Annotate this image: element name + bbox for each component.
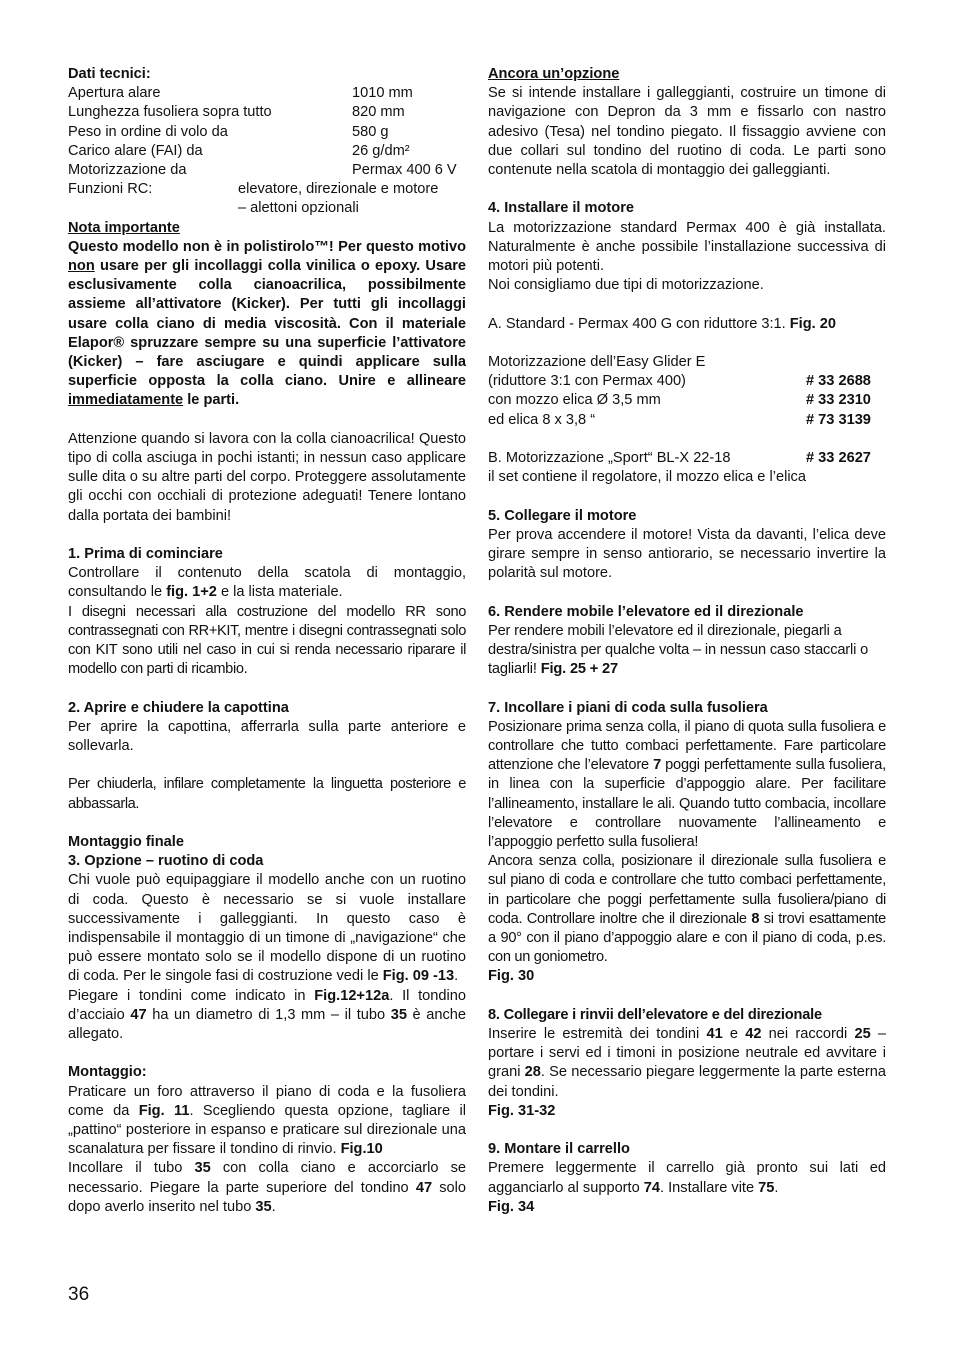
s9-heading: 9. Montare il carrello bbox=[488, 1141, 630, 1158]
s2-text: Per aprire la capottina, afferrarla sulla parte anteriore e sollevarla. bbox=[68, 718, 466, 754]
motor-row-b: B. Motorizzazione „Sport“ BL-X 22-18 # 33 2627 bbox=[488, 449, 871, 466]
s9-fig: Fig. 34 bbox=[488, 1198, 535, 1215]
s7-text: Posizionare prima senza colla, il piano di quota sulla fusoliera e controllare che tutto combaci perfettamente. Fare particolare attenzione che l’elevatore 7 poggi perfettamente sulla fusoliera, in linea con la superficie d’appoggio alare. Per facilitare l’allineamento, installare le ali. Quando tutto combacia, incollare l’elevatore e controllare nuovamente l’allineamento e l’appoggio perfetto sulla fusoliera! bbox=[488, 718, 886, 850]
left-column bbox=[68, 65, 466, 1217]
motor-row: (riduttore 3:1 con Permax 400) # 33 2688 bbox=[488, 373, 871, 390]
page-number: 36 bbox=[68, 1284, 90, 1305]
s6-text: Per rendere mobili l’elevatore ed il direzionale, piegarli a destra/sinistra per qualche volta – in nessun caso staccarli o tagliarli! Fig. 25 + 27 bbox=[488, 622, 869, 678]
montaggio-heading: Montaggio: bbox=[68, 1064, 147, 1081]
s2-heading: 2. Aprire e chiudere la capottina bbox=[68, 699, 289, 716]
s5-heading: 5. Collegare il motore bbox=[488, 507, 637, 524]
s7-heading: 7. Incollare i piani di coda sulla fusoliera bbox=[488, 699, 768, 716]
s4-heading: 4. Installare il motore bbox=[488, 200, 634, 217]
s8-fig: Fig. 31-32 bbox=[488, 1102, 556, 1119]
montaggio-text-2: Incollare il tubo 35 con colla ciano e accorciarlo se necessario. Piegare la parte superiore del tondino 47 solo dopo averlo inserito nel tubo 35. bbox=[68, 1160, 466, 1215]
s4-option-b-text: il set contiene il regolatore, il mozzo elica e l’elica bbox=[488, 469, 806, 486]
s7-text-2: Ancora senza colla, posizionare il direzionale sulla fusoliera e sul piano di coda e controllare che tutto combaci perfettamente, in particolare che poggi perfettamente sulla fusoliera/piano di coda. Controllare inoltre che il direzionale 8 si trovi esattamente a 90° con il piano d’appoggio alare e con il piano di coda, p.es. con un goniometro. bbox=[488, 853, 886, 966]
tech-heading: Dati tecnici: bbox=[68, 66, 151, 82]
s4-text-2: Noi consigliamo due tipi di motorizzazione. bbox=[488, 277, 764, 294]
s4-easy-glider: Motorizzazione dell’Easy Glider E bbox=[488, 354, 706, 370]
s2-text-2: Per chiuderla, infilare completamente la linguetta posteriore e abbassarla. bbox=[68, 776, 466, 812]
s3-text-2: Piegare i tondini come indicato in Fig.12+12a. Il tondino d’acciaio 47 ha un diametro di 1,3 mm – il tubo 35 è anche allegato. bbox=[68, 987, 466, 1042]
s3-heading-a: Montaggio finale bbox=[68, 833, 184, 850]
s6-heading: 6. Rendere mobile l’elevatore ed il direzionale bbox=[488, 603, 804, 620]
s9-text: Premere leggermente il carrello già pronto sui lati ed agganciarlo al supporto 74. Installare vite 75. bbox=[488, 1160, 886, 1196]
s4-option-a: A. Standard - Permax 400 G con riduttore 3:1. Fig. 20 bbox=[488, 315, 836, 332]
tech-row: Carico alare (FAI) da 26 g/dm² bbox=[68, 142, 410, 159]
s3-heading-b: 3. Opzione – ruotino di coda bbox=[68, 853, 264, 870]
tech-row: Apertura alare 1010 mm bbox=[68, 85, 413, 102]
motor-row: ed elica 8 x 3,8 “ # 73 3139 bbox=[488, 411, 871, 428]
attenzione-text: Attenzione quando si lavora con la colla cianoacrilica! Questo tipo di colla asciuga in pochi istanti; in nessun caso applicare sulle dita o su altre parti del corpo. Proteggere assolutamente gli occhi con occhiali di protezione adeguati! Tenere lontano dalla portata dei bambini! bbox=[68, 430, 466, 524]
s5-text: Per prova accendere il motore! Vista da davanti, l’elica deve girare sempre in senso antiorario, se necessario invertire la polarità sul motore. bbox=[488, 526, 886, 582]
nota-heading: Nota importante bbox=[68, 219, 180, 236]
tech-row: Peso in ordine di volo da 580 g bbox=[68, 123, 389, 140]
right-column bbox=[488, 65, 886, 1217]
s8-heading: 8. Collegare i rinvii dell’elevatore e del direzionale bbox=[488, 1006, 822, 1023]
s7-fig: Fig. 30 bbox=[488, 968, 535, 985]
ancora-text: Se si intende installare i galleggianti, costruire un timone di navigazione con Depron da 3 mm e fissarlo con nastro adesivo (Tesa) nel tondino piegato. Il fissaggio avviene con due collari sul tondino del ruotino di coda. Le parti sono contenute nella scatola di montaggio dei galleggianti. bbox=[488, 85, 886, 179]
tech-row: Motorizzazione da Permax 400 6 V bbox=[68, 161, 457, 178]
s8-text: Inserire le estremità dei tondini 41 e 42 nei raccordi 25 – portare i servi ed i timoni in posizione neutrale ed avvitare i grani 28. Se necessario piegare leggermente la parte esterna dei tondini. bbox=[488, 1025, 886, 1100]
montaggio-text: Praticare un foro attraverso il piano di coda e la fusoliera come da Fig. 11. Scegliendo questa opzione, tagliare il „pattino“ posteriore in espanso e praticare sul direzionale una scanalatura per fissare il tondino di rinvio. Fig.10 bbox=[68, 1083, 467, 1158]
s1-text: Controllare il contenuto della scatola di montaggio, consultando le fig. 1+2 e la lista materiale. bbox=[68, 565, 466, 601]
s1-text-2: I disegni necessari alla costruzione del modello RR sono contrassegnati con RR+KIT, mentre i disegni contrassegnati solo con KIT sono utili nel caso in cui si renda necessario riparare il modello con parti di ricambio. bbox=[68, 603, 466, 678]
s3-text: Chi vuole può equipaggiare il modello anche con un ruotino di coda. Questo è necessario se si vuole installare successivamente i galleggianti. In questo caso è indispensabile il montaggio di un timone di „navigazione“ che può essere montato solo se il modello dispone di un ruotino di coda. Per le singole fasi di costruzione vedi le Fig. 09 -13. bbox=[68, 872, 466, 985]
nota-text: Questo modello non è in polistirolo™! Per questo motivo non usare per gli incollaggi colla vinilica o epoxy. Usare esclusivamente colla cianoacrilica, possibilmente assieme all’attivatore (Kicker). Per tutti gli incollaggi usare colla ciano di media viscosità. Con il materiale Elapor® spruzzare sempre su una superficie l’attivatore (Kicker) – fare asciugare e quindi applicare sulla superficie opposta la colla ciano. Unire e allineare immediatamente le parti. bbox=[68, 238, 466, 409]
tech-row: Lunghezza fusoliera sopra tutto 820 mm bbox=[68, 104, 405, 121]
s1-heading: 1. Prima di cominciare bbox=[68, 545, 223, 562]
rc-functions: Funzioni RC: elevatore, direzionale e motore – alettoni opzionali bbox=[68, 181, 439, 217]
ancora-heading: Ancora un’opzione bbox=[488, 66, 620, 82]
motor-row: con mozzo elica Ø 3,5 mm # 33 2310 bbox=[488, 392, 871, 409]
s4-text: La motorizzazione standard Permax 400 è già installata. Naturalmente è anche possibile l’installazione successiva di motori più potenti. bbox=[488, 219, 886, 275]
